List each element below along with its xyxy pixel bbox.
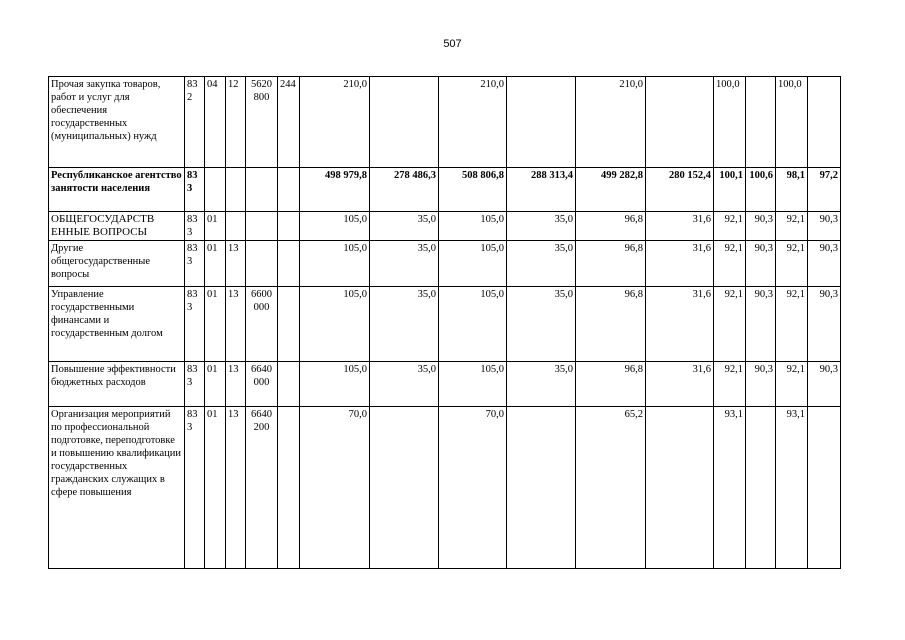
value-cell: 499 282,8 (576, 168, 646, 212)
row-name: Республиканское агентство занятости населения (49, 168, 185, 212)
table-row (49, 407, 841, 569)
value-cell: 278 486,3 (370, 168, 439, 212)
csr-code: 6640 200 (246, 407, 278, 569)
rz-code: 01 (205, 287, 226, 362)
csr-code: 5620 800 (246, 77, 278, 168)
percent-cell (808, 407, 841, 569)
percent-cell: 93,1 (714, 407, 746, 569)
value-cell: 105,0 (439, 212, 507, 241)
rz-code: 01 (205, 241, 226, 287)
csr-code: 6600 000 (246, 287, 278, 362)
value-cell: 96,8 (576, 287, 646, 362)
value-cell (646, 407, 714, 569)
percent-cell: 90,3 (808, 212, 841, 241)
pr-code (226, 212, 246, 241)
percent-cell: 92,1 (776, 241, 808, 287)
percent-cell: 92,1 (714, 287, 746, 362)
value-cell: 35,0 (370, 212, 439, 241)
value-cell: 31,6 (646, 362, 714, 407)
vr-code (278, 212, 300, 241)
table-row (49, 77, 841, 168)
value-cell: 31,6 (646, 212, 714, 241)
row-name: Прочая закупка товаров, работ и услуг для обеспечения государственных (муниципальных) нужд (49, 77, 185, 168)
percent-cell: 100,0 (714, 77, 746, 168)
rz-code: 04 (205, 77, 226, 168)
value-cell: 35,0 (370, 362, 439, 407)
page-number: 507 (443, 38, 462, 50)
percent-cell (746, 407, 776, 569)
row-name: ОБЩЕГОСУДАРСТВ ЕННЫЕ ВОПРОСЫ (49, 212, 185, 241)
percent-cell (808, 77, 841, 168)
row-name: Другие общегосударственные вопросы (49, 241, 185, 287)
percent-cell: 90,3 (746, 212, 776, 241)
value-cell: 210,0 (300, 77, 370, 168)
budget-table (48, 76, 841, 569)
value-cell: 35,0 (370, 287, 439, 362)
rz-code: 01 (205, 407, 226, 569)
value-cell (507, 407, 576, 569)
pr-code: 13 (226, 407, 246, 569)
value-cell: 96,8 (576, 362, 646, 407)
percent-cell (746, 77, 776, 168)
percent-cell: 92,1 (714, 362, 746, 407)
percent-cell: 90,3 (746, 241, 776, 287)
csr-code (246, 212, 278, 241)
ved-code: 833 (185, 168, 205, 212)
value-cell: 105,0 (300, 212, 370, 241)
value-cell: 105,0 (300, 362, 370, 407)
percent-cell: 90,3 (746, 287, 776, 362)
value-cell (370, 77, 439, 168)
table-row (49, 168, 841, 212)
row-name: Организация мероприятий по профессиональной подготовке, переподготовке и повышению квалификации государственных гражданских служащих в сфере повышения (49, 407, 185, 569)
ved-code: 833 (185, 241, 205, 287)
value-cell: 96,8 (576, 241, 646, 287)
ved-code: 833 (185, 362, 205, 407)
value-cell: 105,0 (439, 241, 507, 287)
value-cell: 105,0 (300, 287, 370, 362)
rz-code: 01 (205, 212, 226, 241)
value-cell: 35,0 (507, 212, 576, 241)
ved-code: 833 (185, 287, 205, 362)
percent-cell: 92,1 (776, 362, 808, 407)
value-cell: 35,0 (370, 241, 439, 287)
value-cell: 508 806,8 (439, 168, 507, 212)
csr-code: 6640 000 (246, 362, 278, 407)
percent-cell: 90,3 (746, 362, 776, 407)
percent-cell: 92,1 (776, 287, 808, 362)
value-cell: 35,0 (507, 241, 576, 287)
value-cell: 288 313,4 (507, 168, 576, 212)
value-cell: 96,8 (576, 212, 646, 241)
ved-code: 833 (185, 407, 205, 569)
value-cell: 105,0 (300, 241, 370, 287)
row-name: Управление государственными финансами и государственным долгом (49, 287, 185, 362)
value-cell (370, 407, 439, 569)
value-cell (646, 77, 714, 168)
value-cell: 70,0 (439, 407, 507, 569)
percent-cell: 100,6 (746, 168, 776, 212)
rz-code (205, 168, 226, 212)
ved-code: 833 (185, 212, 205, 241)
value-cell: 70,0 (300, 407, 370, 569)
rz-code: 01 (205, 362, 226, 407)
percent-cell: 97,2 (808, 168, 841, 212)
value-cell: 210,0 (576, 77, 646, 168)
vr-code (278, 287, 300, 362)
value-cell: 105,0 (439, 362, 507, 407)
vr-code (278, 168, 300, 212)
percent-cell: 92,1 (776, 212, 808, 241)
percent-cell: 90,3 (808, 241, 841, 287)
pr-code: 13 (226, 287, 246, 362)
table-row (49, 287, 841, 362)
value-cell: 105,0 (439, 287, 507, 362)
table-row (49, 362, 841, 407)
pr-code: 12 (226, 77, 246, 168)
percent-cell: 90,3 (808, 362, 841, 407)
row-name: Повышение эффективности бюджетных расходов (49, 362, 185, 407)
table-row (49, 241, 841, 287)
value-cell: 31,6 (646, 241, 714, 287)
pr-code (226, 168, 246, 212)
percent-cell: 100,1 (714, 168, 746, 212)
percent-cell: 92,1 (714, 241, 746, 287)
pr-code: 13 (226, 241, 246, 287)
pr-code: 13 (226, 362, 246, 407)
value-cell: 280 152,4 (646, 168, 714, 212)
value-cell: 35,0 (507, 362, 576, 407)
percent-cell: 100,0 (776, 77, 808, 168)
vr-code (278, 241, 300, 287)
csr-code (246, 168, 278, 212)
vr-code: 244 (278, 77, 300, 168)
value-cell: 35,0 (507, 287, 576, 362)
percent-cell: 93,1 (776, 407, 808, 569)
value-cell: 31,6 (646, 287, 714, 362)
percent-cell: 92,1 (714, 212, 746, 241)
ved-code: 832 (185, 77, 205, 168)
value-cell: 65,2 (576, 407, 646, 569)
percent-cell: 90,3 (808, 287, 841, 362)
table-row (49, 212, 841, 241)
value-cell: 210,0 (439, 77, 507, 168)
value-cell: 498 979,8 (300, 168, 370, 212)
vr-code (278, 362, 300, 407)
vr-code (278, 407, 300, 569)
percent-cell: 98,1 (776, 168, 808, 212)
csr-code (246, 241, 278, 287)
value-cell (507, 77, 576, 168)
